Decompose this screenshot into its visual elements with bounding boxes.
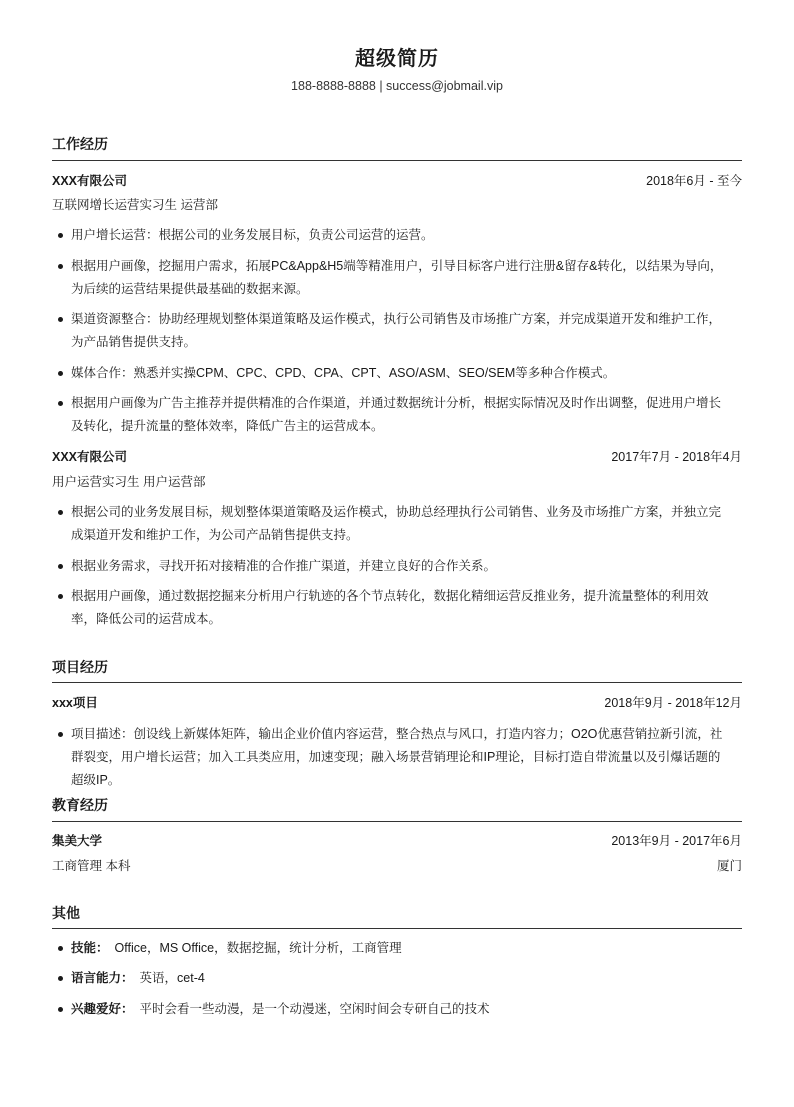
section-divider [52, 160, 742, 161]
list-item: 用户增长运营：根据公司的业务发展目标，负责公司运营的运营。 [52, 224, 742, 247]
section-divider [52, 821, 742, 822]
bullet-dot [58, 317, 63, 322]
major-degree: 工商管理 本科 [52, 859, 131, 873]
bullet-dot [58, 233, 63, 238]
section-title-projects: 项目经历 [52, 659, 108, 675]
list-item: 项目描述：创设线上新媒体矩阵，输出企业价值内容运营，整合热点与风口，打造内容力；O2O优惠营销拉新引流，社群裂变，用户增长运营；加入工具类应用，加速变现；融入场景营销理论和IP理论，目标打造自带流量以及引爆话题的超级IP。 [52, 723, 742, 792]
bullet-dot [58, 401, 63, 406]
role-text: 用户运营实习生 用户运营部 [52, 475, 206, 489]
list-item: 根据用户画像，通过数据挖掘来分析用户行轨迹的各个节点转化，数据化精细运营反推业务，提升流量整体的利用效率，降低公司的运营成本。 [52, 585, 742, 631]
list-item: 渠道资源整合：协助经理规划整体渠道策略及运作模式，执行公司销售及市场推广方案，并完成渠道开发和维护工作，为产品销售提供支持。 [52, 308, 742, 354]
list-item: 根据用户画像为广告主推荐并提供精准的合作渠道，并通过数据统计分析，根据实际情况及时作出调整，促进用户增长及转化，提升流量的整体效率，降低广告主的运营成本。 [52, 392, 742, 438]
list-item [52, 998, 742, 1021]
list-item: 根据公司的业务发展目标，规划整体渠道策略及运作模式，协助总经理执行公司销售、业务及市场推广方案，并独立完成渠道开发和维护工作，为公司产品销售提供支持。 [52, 501, 742, 547]
list-item: 媒体合作：熟悉并实操CPM、CPC、CPD、CPA、CPT、ASO/ASM、SEO/SEM等多种合作模式。 [52, 362, 742, 385]
bullet-dot [58, 946, 63, 951]
bullet-dot [58, 732, 63, 737]
bullet-dot [58, 1007, 63, 1012]
section-title-other: 其他 [52, 905, 80, 921]
skill-label: 技能： [71, 941, 109, 955]
hobby-text: 平时会看一些动漫，是一个动漫迷，空闲时间会专研自己的技术 [139, 1002, 490, 1016]
project-name: xxx项目 [52, 696, 98, 710]
list-item: 根据用户画像，挖掘用户需求，拓展PC&App&H5端等精准用户，引导目标客户进行注册&留存&转化，以结果为导向，为后续的运营结果提供最基础的数据来源。 [52, 255, 742, 301]
section-title-work: 工作经历 [52, 136, 108, 152]
skill-text: Office，MS Office，数据挖掘，统计分析，工商管理 [114, 941, 402, 955]
section-title-education: 教育经历 [52, 797, 108, 813]
list-item [52, 967, 742, 990]
school-location: 厦门 [716, 859, 742, 873]
job-dates: 2017年7月 - 2018年4月 [611, 450, 742, 464]
role-text: 互联网增长运营实习生 运营部 [52, 198, 218, 212]
list-item: 根据业务需求，寻找开拓对接精准的合作推广渠道，并建立良好的合作关系。 [52, 555, 742, 578]
bullet-dot [58, 371, 63, 376]
education-dates: 2013年9月 - 2017年6月 [611, 834, 742, 848]
list-item [52, 937, 742, 960]
job-dates: 2018年6月 - 至今 [646, 174, 742, 188]
bullet-dot [58, 976, 63, 981]
company-name: XXX有限公司 [52, 450, 128, 464]
resume-name: 超级简历 [355, 48, 439, 70]
language-text: 英语，cet-4 [139, 971, 205, 985]
bullet-dot [58, 510, 63, 515]
bullet-dot [58, 264, 63, 269]
language-label: 语言能力： [71, 971, 134, 985]
project-dates: 2018年9月 - 2018年12月 [604, 696, 742, 710]
contact-info: 188-8888-8888 | success@jobmail.vip [291, 79, 503, 93]
section-divider [52, 682, 742, 683]
section-divider [52, 928, 742, 929]
hobby-label: 兴趣爱好： [71, 1002, 134, 1016]
bullet-dot [58, 564, 63, 569]
company-name: XXX有限公司 [52, 174, 128, 188]
school-name: 集美大学 [52, 834, 103, 848]
bullet-dot [58, 594, 63, 599]
